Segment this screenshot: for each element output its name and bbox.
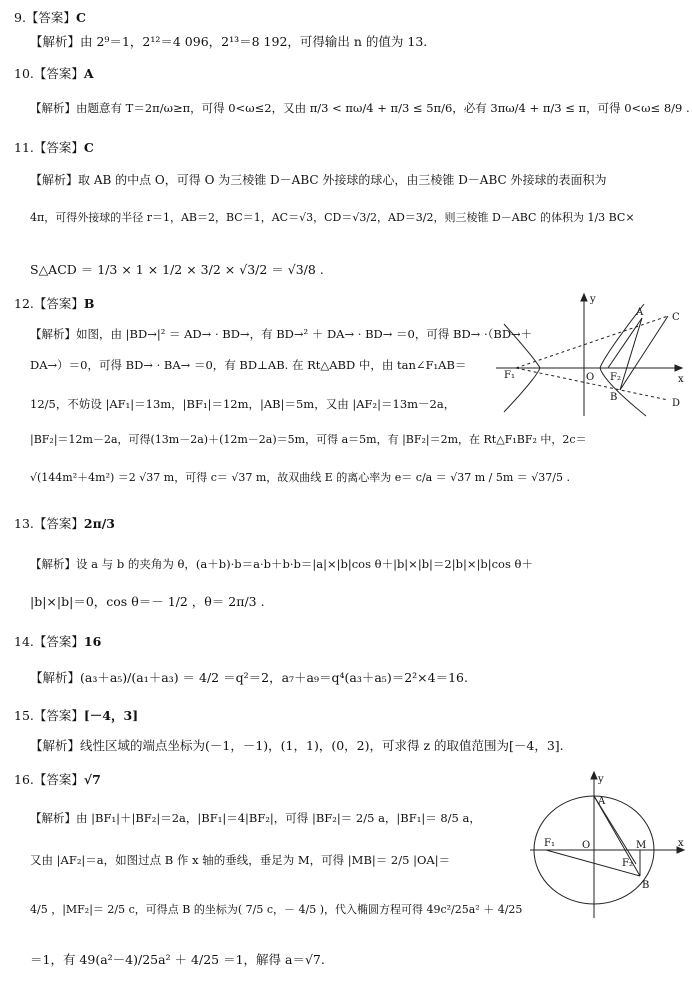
item-10-header: 10.【答案】A (14, 66, 94, 81)
item-15-header: 15.【答案】[－4，3] (14, 708, 139, 723)
item-9-header: 9.【答案】C (14, 10, 86, 25)
fig2-label-a: A (598, 796, 606, 807)
item-9-solution-1: 【解析】由 2⁹＝1，2¹²＝4 096，2¹³＝8 192，可得输出 n 的值为 13. (30, 34, 428, 49)
fig1-label-c: C (672, 312, 680, 323)
item-12-solution-2: DA→）＝0，可得 BD→ · BA→ ＝0，有 BD⊥AB. 在 Rt△ABD 中，由 tan∠F₁AB＝ (30, 358, 467, 372)
item-12-solution-1: 【解析】如图，由 |BD→|² ＝ AD→ · BD→，有 BD→² ＋ DA→ · BD→ ＝0，可得 BD→ ·（BD→＋ (30, 327, 533, 341)
fig2-label-b: B (642, 880, 650, 891)
item-13-solution-2: |b|×|b|＝0，cos θ＝－ 1/2 ，θ＝ 2π/3 . (30, 594, 265, 609)
item-16-solution-1: 【解析】由 |BF₁|＋|BF₂|＝2a，|BF₁|＝4|BF₂|，可得 |BF₂|＝ 2/5 a，|BF₁|＝ 8/5 a， (30, 811, 481, 825)
segment-af2 (608, 318, 642, 368)
fig1-label-f2: F₂ (610, 372, 621, 383)
item-12-header: 12.【答案】B (14, 296, 95, 311)
answer-13: 2π/3 (83, 516, 116, 531)
fig1-label-y: y (590, 294, 596, 305)
item-16-header: 16.【答案】√7 (14, 772, 101, 787)
segment-ab (594, 796, 640, 876)
answer-14: 16 (83, 634, 102, 649)
fig2-label-o: O (582, 840, 591, 851)
fig1-label-f1: F₁ (504, 370, 515, 381)
x-axis-arrow (675, 365, 682, 371)
item-11-solution-2: 4π，可得外接球的半径 r＝1，AB＝2，BC＝1，AC＝√3，CD＝√3/2，AD＝3/2，则三棱锥 D－ABC 的体积为 1/3 BC× (30, 211, 635, 224)
item-11-solution-3: S△ACD ＝ 1/3 × 1 × 1/2 × 3/2 × √3/2 ＝ √3/8 . (30, 262, 324, 277)
item-16-solution-2: 又由 |AF₂|＝a，如图过点 B 作 x 轴的垂线，垂足为 M，可得 |MB|＝ 2/5 |OA|＝ (30, 853, 451, 867)
item-12-solution-4: |BF₂|＝12m－2a，可得(13m－2a)＋(12m－2a)＝5m，可得 a＝5m，有 |BF₂|＝2m，在 Rt△F₁BF₂ 中，2c＝ (30, 433, 587, 446)
answer-12: B (83, 296, 95, 311)
answer-10: A (83, 66, 94, 81)
item-16-solution-4: ＝1，有 49(a²－4)/25a² ＋ 4/25 ＝1，解得 a＝√7. (30, 952, 325, 967)
answer-11: C (83, 140, 94, 155)
line-f1-c (516, 316, 668, 368)
line-bd (620, 316, 668, 390)
y-axis-arrow (591, 772, 597, 779)
item-16-solution-3: 4/5 ，|MF₂|＝ 2/5 c，可得点 B 的坐标为( 7/5 c，－ 4/5 )，代入椭圆方程可得 49c²/25a² ＋ 4/25 (30, 903, 523, 916)
item-11-header: 11.【答案】C (14, 140, 94, 155)
item-10-solution-1: 【解析】由题意有 T＝2π/ω≥π，可得 0<ω≤2，又由 π/3 < πω/4 + π/3 ≤ 5π/6，必有 3πω/4 + π/3 ≤ π，可得 0<ω≤ 8/9 . (30, 101, 690, 115)
fig1-label-b: B (610, 392, 618, 403)
item-13-solution-1: 【解析】设 a 与 b 的夹角为 θ，(a＋b)·b＝a·b＋b·b＝|a|×|b|cos θ＋|b|×|b|＝2|b|×|b|cos θ＋ (30, 557, 533, 571)
answer-9: C (75, 10, 86, 25)
item-11-solution-1: 【解析】取 AB 的中点 O，可得 O 为三棱锥 D－ABC 外接球的球心，由三棱锥 D－ABC 外接球的表面积为 (30, 173, 607, 187)
item-12-solution-3: 12/5，不妨设 |AF₁|＝13m，|BF₁|＝12m，|AB|＝5m，又由 |AF₂|＝13m－2a， (30, 397, 456, 411)
answer-15: [－4，3] (83, 708, 139, 723)
fig2-label-m: M (636, 840, 647, 851)
answer-16: √7 (83, 772, 101, 787)
ellipse-figure (528, 770, 688, 920)
fig2-label-f2: F₂ (622, 858, 633, 869)
item-15-solution-1: 【解析】线性区域的端点坐标为(－1，－1)，(1，1)，(0，2)，可求得 z 的取值范围为[－4，3]. (30, 738, 564, 753)
item-12-solution-5: √(144m²＋4m²) ＝2 √37 m，可得 c＝ √37 m，故双曲线 E 的离心率为 e＝ c/a ＝ √37 m / 5m ＝ √37/5 . (30, 471, 570, 484)
fig2-label-y: y (598, 774, 604, 785)
fig1-label-a: A (636, 307, 644, 318)
item-14-solution-1: 【解析】(a₃＋a₅)/(a₁＋a₃) ＝ 4/2 ＝q²＝2，a₇＋a₉＝q⁴(a₃＋a₅)＝2²×4＝16. (30, 670, 468, 685)
item-13-header: 13.【答案】2π/3 (14, 516, 116, 531)
fig1-label-x: x (678, 374, 684, 385)
y-axis-arrow (581, 294, 587, 301)
fig2-label-x: x (678, 838, 684, 849)
fig2-label-f1: F₁ (544, 838, 555, 849)
hyperbola-figure (496, 290, 688, 420)
item-14-header: 14.【答案】16 (14, 634, 102, 649)
fig1-label-d: D (672, 398, 681, 409)
fig1-label-o: O (586, 372, 595, 383)
